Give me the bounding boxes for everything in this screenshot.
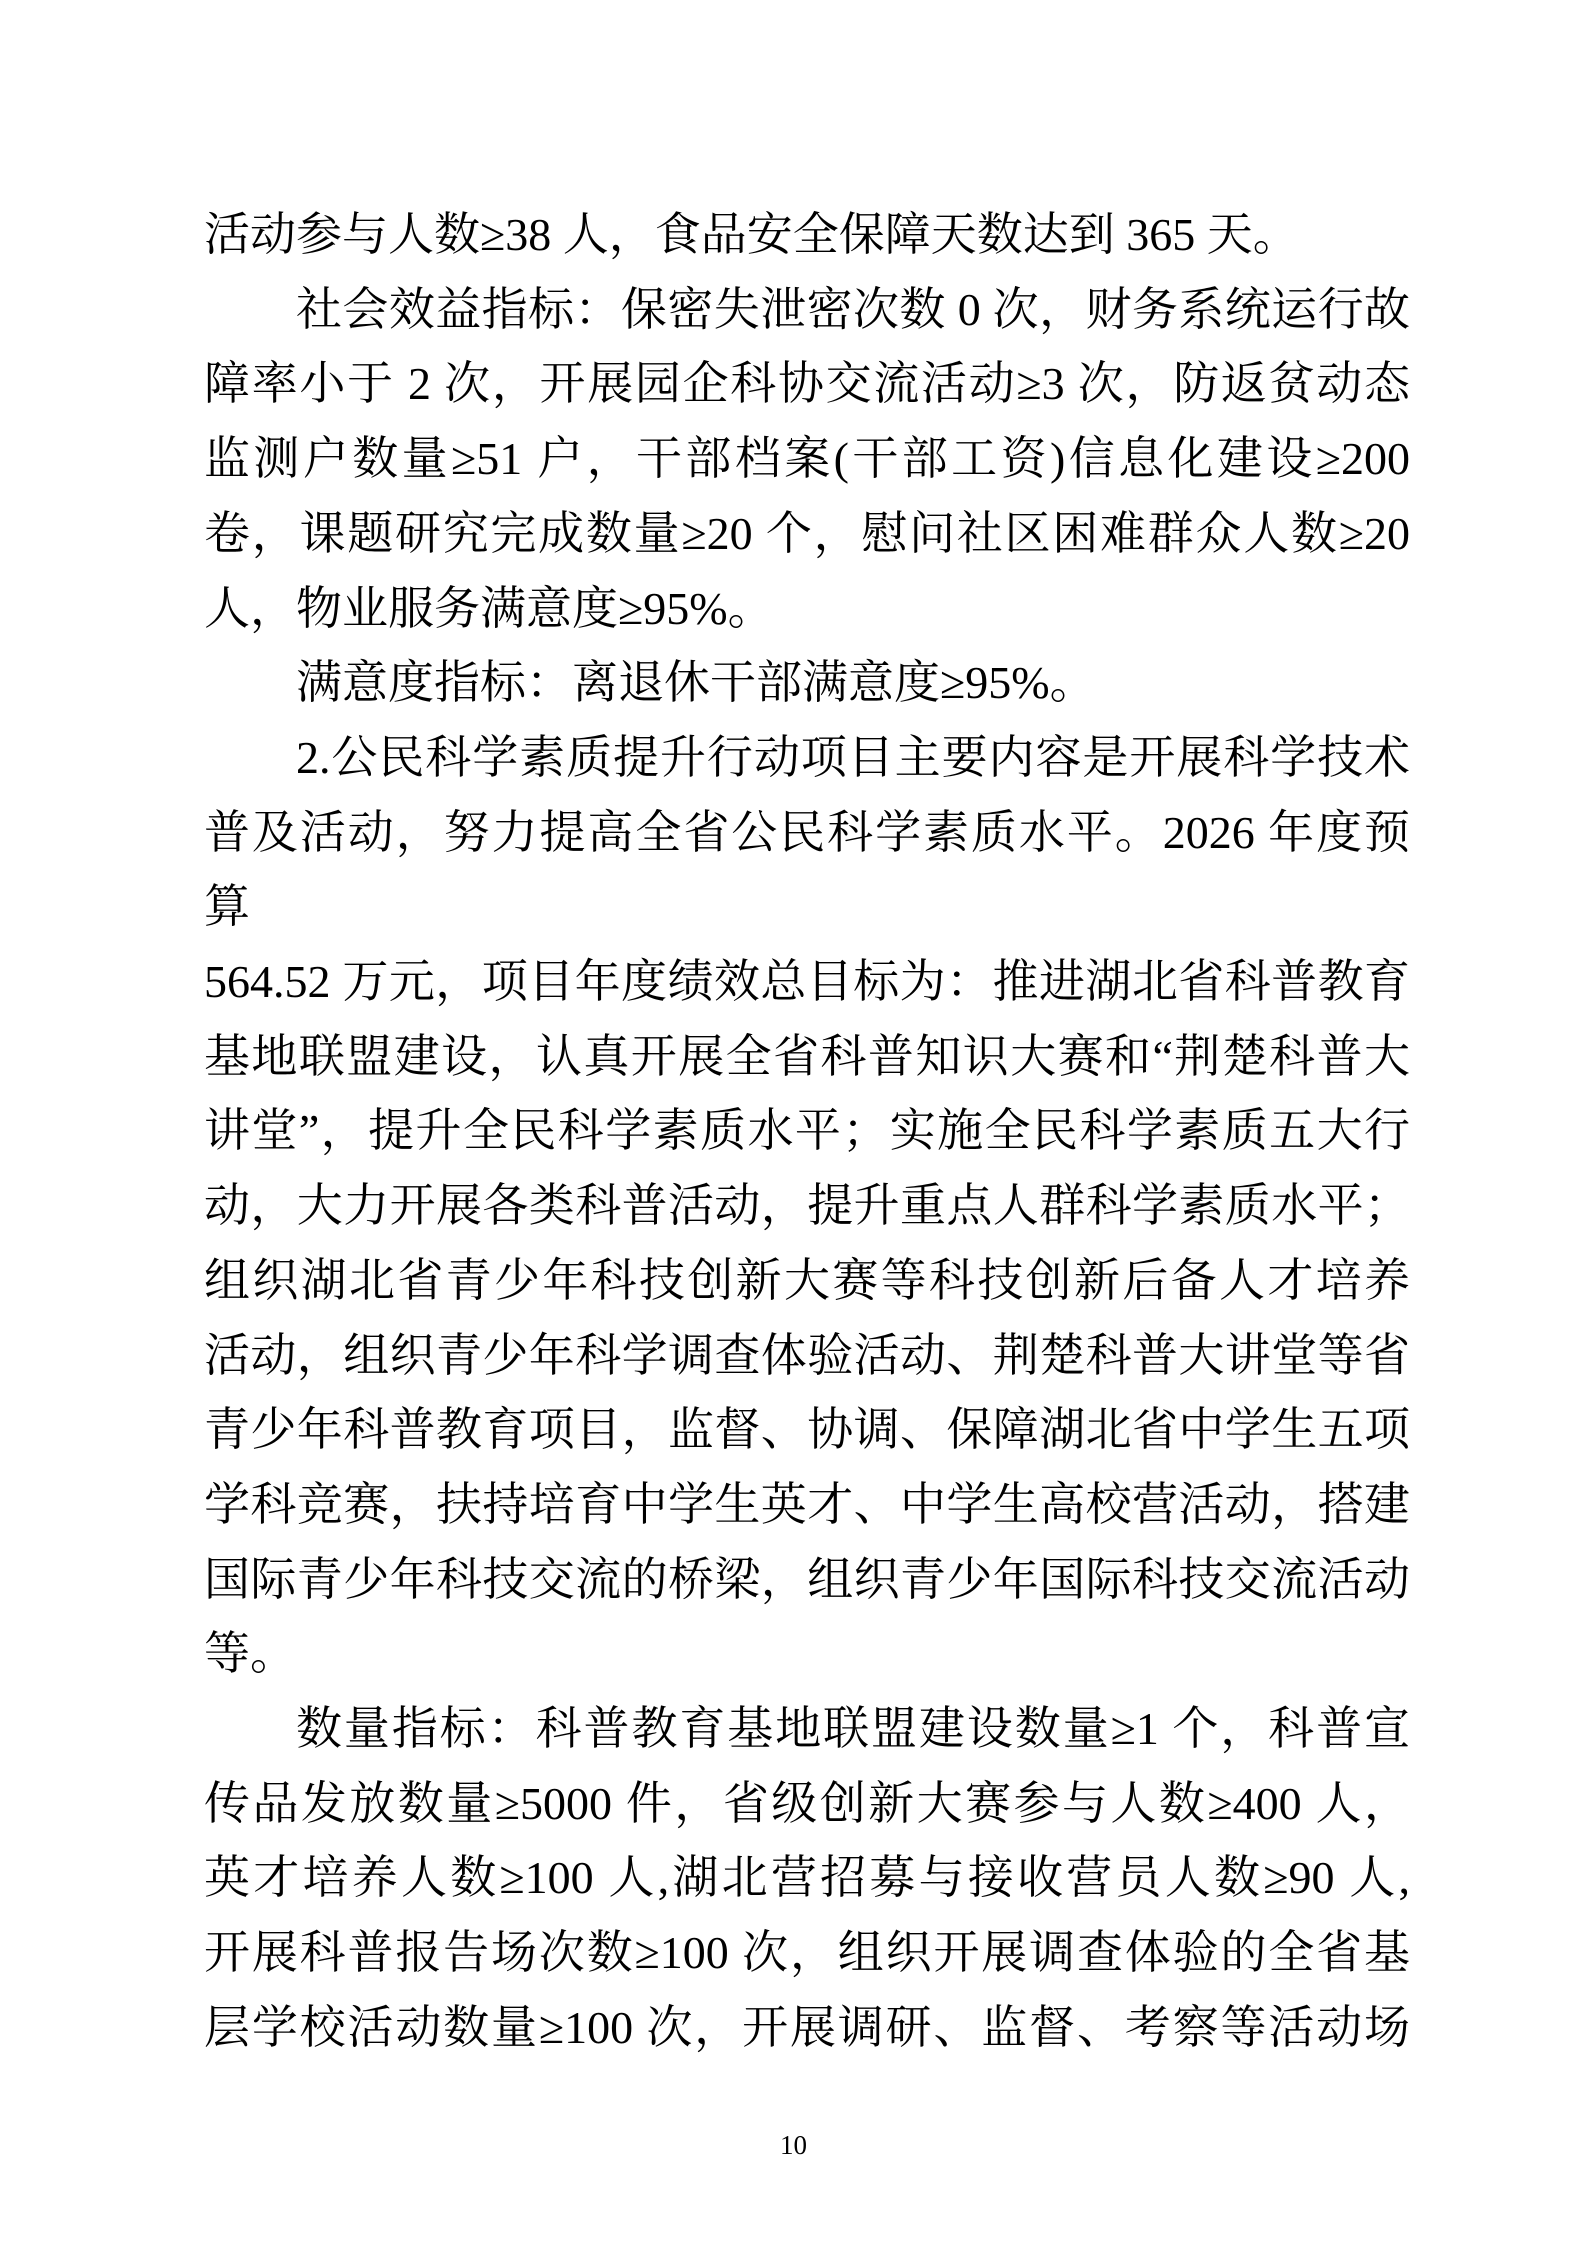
document-body-text: [204, 198, 1410, 2066]
text-line: 开展科普报告场次数≥100 次，组织开展调查体验的全省基: [204, 1927, 1410, 1979]
text-line: 数量指标：科普教育基地联盟建设数量≥1 个，科普宣: [296, 1703, 1410, 1755]
text-line: 障率小于 2 次，开展园企科协交流活动≥3 次，防返贫动态: [204, 358, 1410, 410]
text-line: 活动，组织青少年科学调查体验活动、荆楚科普大讲堂等省: [204, 1329, 1410, 1381]
text-line: 传品发放数量≥5000 件，省级创新大赛参与人数≥400 人，: [204, 1777, 1410, 1829]
text-line: 基地联盟建设，认真开展全省科普知识大赛和“荆楚科普大: [204, 1030, 1410, 1082]
page-number: 10: [780, 2130, 807, 2160]
text-line: 卷，课题研究完成数量≥20 个，慰问社区困难群众人数≥20: [204, 507, 1410, 559]
text-line: 人，物业服务满意度≥95%。: [204, 582, 774, 634]
text-line: 564.52 万元，项目年度绩效总目标为：推进湖北省科普教育: [204, 956, 1410, 1008]
text-line: 社会效益指标：保密失泄密次数 0 次，财务系统运行故: [296, 283, 1410, 335]
text-line: 满意度指标：离退休干部满意度≥95%。: [296, 657, 1096, 709]
text-line: 层学校活动数量≥100 次，开展调研、监督、考察等活动场: [204, 2001, 1410, 2053]
text-line: 动，大力开展各类科普活动，提升重点人群科学素质水平；: [204, 1180, 1410, 1232]
text-line: 学科竞赛，扶持培育中学生英才、中学生高校营活动，搭建: [204, 1478, 1410, 1530]
text-line: 组织湖北省青少年科技创新大赛等科技创新后备人才培养: [204, 1254, 1410, 1306]
text-line: 英才培养人数≥100 人,湖北营招募与接收营员人数≥90 人,: [204, 1852, 1410, 1904]
text-line: 监测户数量≥51 户，干部档案(干部工资)信息化建设≥200: [204, 433, 1410, 485]
text-line: 讲堂”，提升全民科学素质水平；实施全民科学素质五大行: [204, 1105, 1410, 1157]
text-line: 等。: [204, 1628, 296, 1680]
text-line: 普及活动，努力提高全省公民科学素质水平。2026 年度预算: [204, 806, 1410, 933]
text-line: 国际青少年科技交流的桥梁，组织青少年国际科技交流活动: [204, 1553, 1410, 1605]
text-line: 青少年科普教育项目，监督、协调、保障湖北省中学生五项: [204, 1404, 1410, 1456]
text-line: 活动参与人数≥38 人，食品安全保障天数达到 365 天。: [204, 209, 1299, 260]
text-line: 2.公民科学素质提升行动项目主要内容是开展科学技术: [296, 731, 1410, 783]
